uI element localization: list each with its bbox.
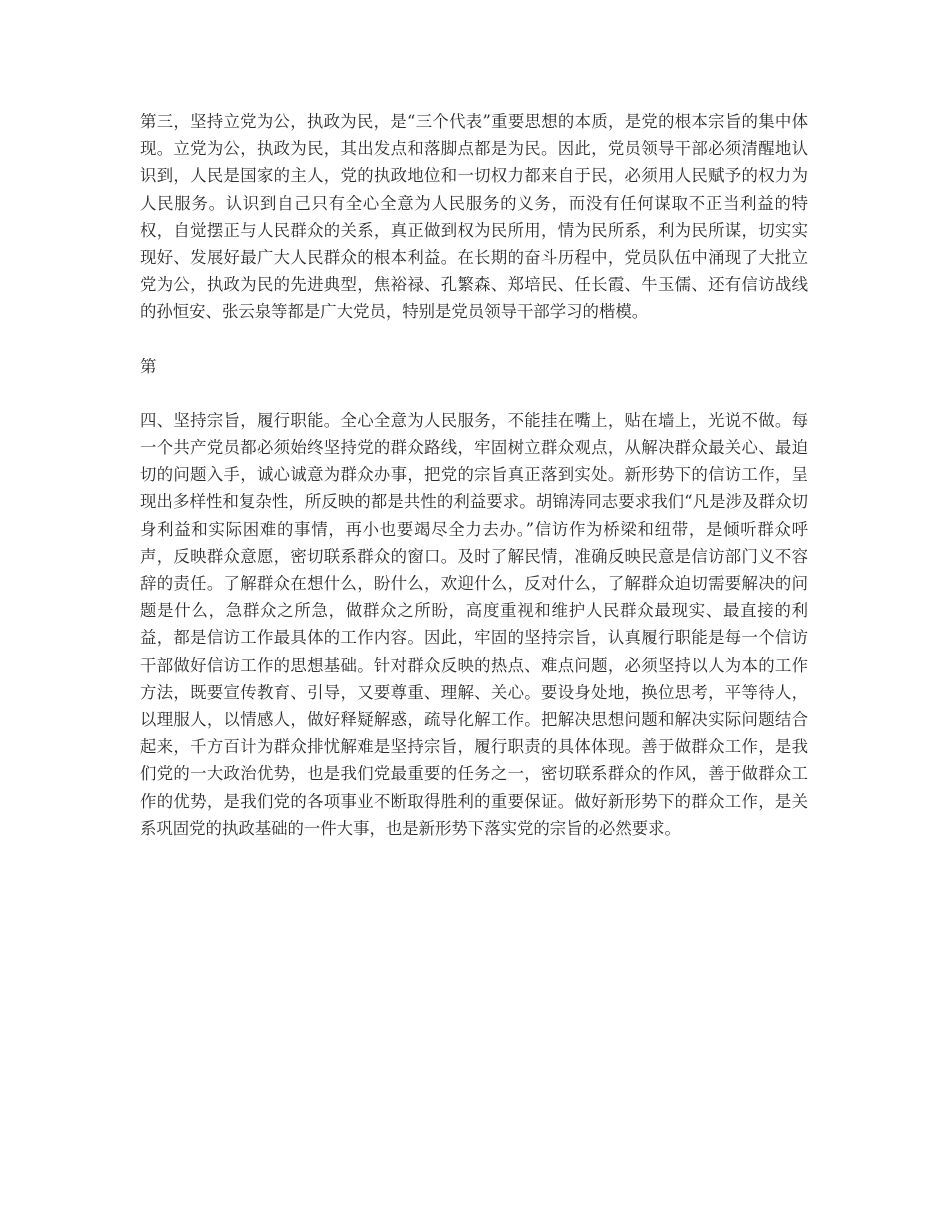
paragraph-fourth-point: 四、坚持宗旨，履行职能。全心全意为人民服务，不能挂在嘴上，贴在墙上，光说不做。每一个共产党员都必须始终坚持党的群众路线，牢固树立群众观点，从解决群众最关心、最迫切的问题入手，诚心诚意为群众办事，把党的宗旨真正落到实处。新形势下的信访工作，呈现出多样性和复杂性，所反映的都是共性的利益要求。胡锦涛同志要求我们“凡是涉及群众切身利益和实际困难的事情，再小也要竭尽全力去办。”信访作为桥梁和纽带，是倾听群众呼声，反映群众意愿，密切联系群众的窗口。及时了解民情，准确反映民意是信访部门义不容辞的责任。了解群众在想什么，盼什么，欢迎什么，反对什么，了解群众迫切需要解决的问题是什么，急群众之所急，做群众之所盼，高度重视和维护人民群众最现实、最直接的利益，都是信访工作最具体的工作内容。因此，牢固的坚持宗旨，认真履行职能是每一个信访干部做好信访工作的思想基础。针对群众反映的热点、难点问题，必须坚持以人为本的工作方法，既要宣传教育、引导，又要尊重、理解、关心。要设身处地，换位思考，平等待人，以理服人，以情感人，做好释疑解惑，疏导化解工作。把解决思想问题和解决实际问题结合起来，千方百计为群众排忧解难是坚持宗旨，履行职责的具体体现。善于做群众工作，是我们党的一大政治优势，也是我们党最重要的任务之一，密切联系群众的作风，善于做群众工作的优势，是我们党的各项事业不断取得胜利的重要保证。做好新形势下的群众工作，是关系巩固党的执政基础的一件大事，也是新形势下落实党的宗旨的必然要求。 xyxy=(140,410,808,838)
paragraph-third-point: 第三，坚持立党为公，执政为民，是“三个代表”重要思想的本质，是党的根本宗旨的集中体现。立党为公，执政为民，其出发点和落脚点都是为民。因此，党员领导干部必须清醒地认识到，人民是国家的主人，党的执政地位和一切权力都来自于民，必须用人民赋予的权力为人民服务。认识到自己只有全心全意为人民服务的义务，而没有任何谋取不正当利益的特权，自觉摆正与人民群众的关系，真正做到权为民所用，情为民所系，利为民所谋，切实实现好、发展好最广大人民群众的根本利益。在长期的奋斗历程中，党员队伍中涌现了大批立党为公，执政为民的先进典型，焦裕禄、孔繁森、郑培民、任长霞、牛玉儒、还有信访战线的孙恒安、张云泉等都是广大党员，特别是党员领导干部学习的楷模。 xyxy=(140,112,808,322)
document-body xyxy=(140,108,808,869)
paragraph-fragment-di: 第 xyxy=(140,356,157,376)
